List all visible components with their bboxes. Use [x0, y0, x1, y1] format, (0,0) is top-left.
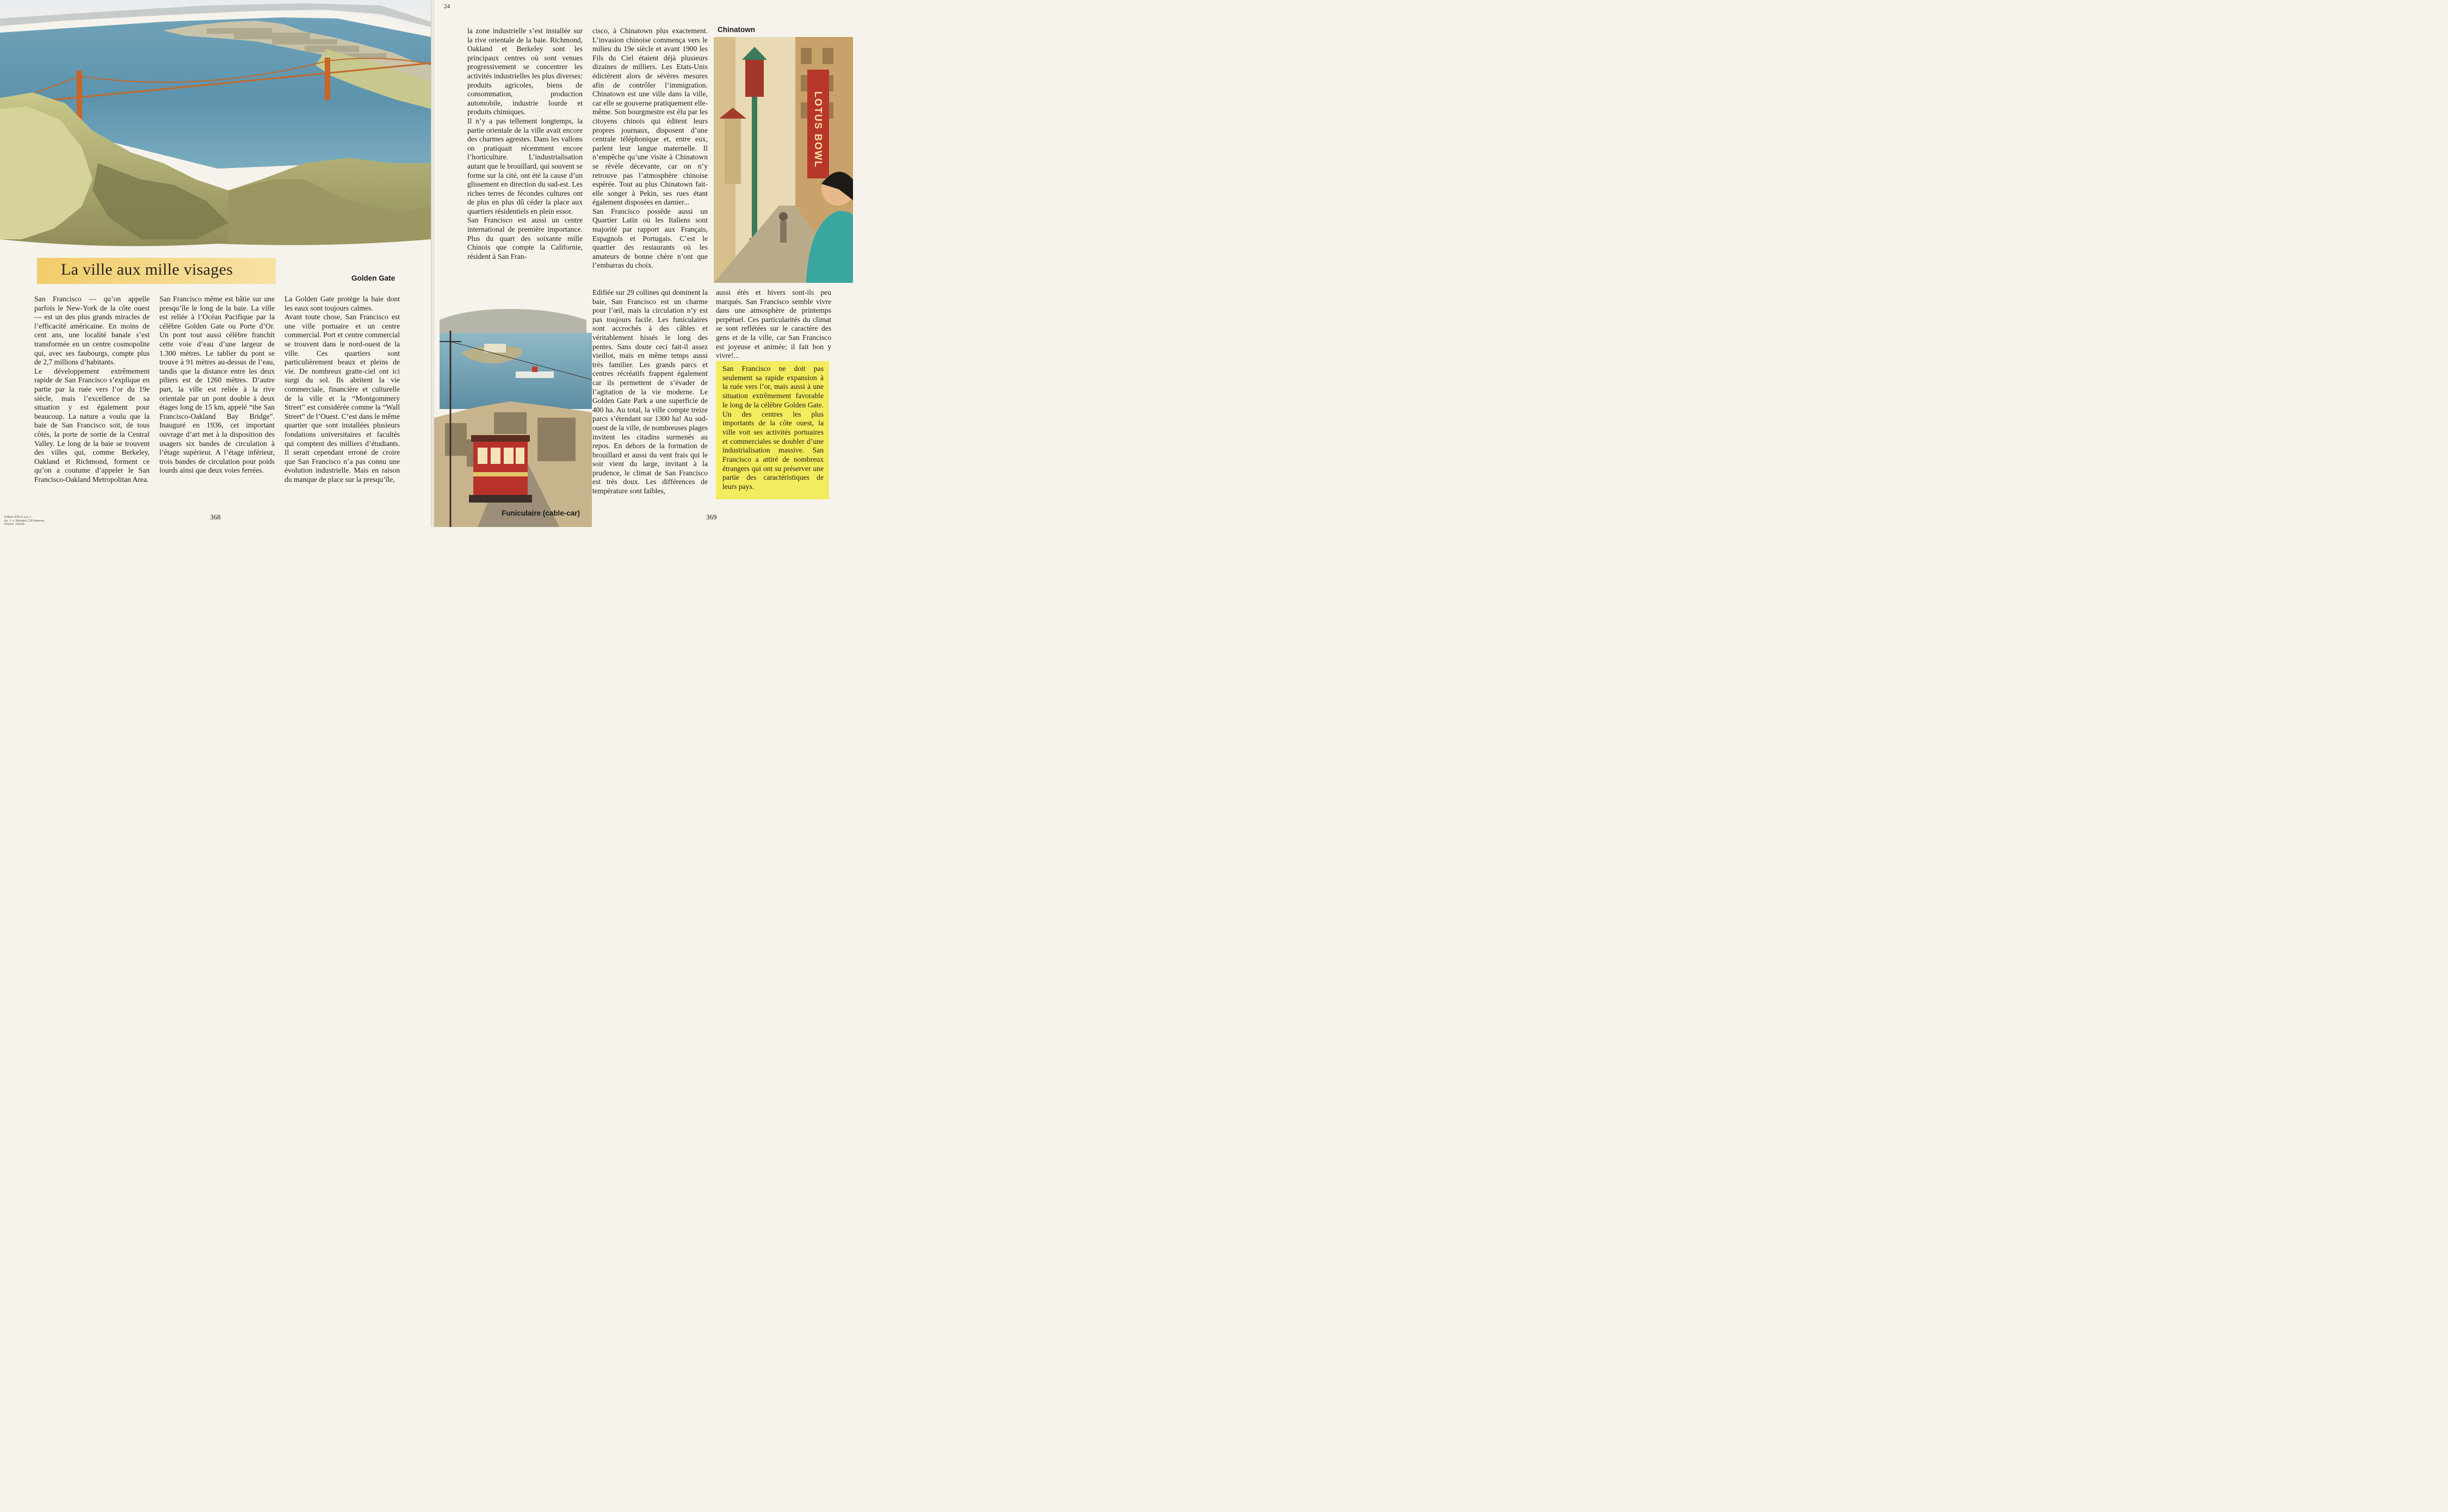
paragraph: Il n’y a pas tellement longtemps, la partie orientale de la ville avait encore des charmes agrestes. Dans les vallons on pratiquait récemment encore l’horticulture. L’industrialisation autant que le brouillard, qui souvent se forme sur la cité, ont été la cause d’un glissement en direction du sud-est. Les riches terres de fécondes cultures ont de plus en plus dû céder la place aux quartiers résidentiels en plein essor. — [467, 116, 583, 215]
text-column-3 — [285, 295, 400, 484]
paragraph: San Francisco — qu’on appelle parfois le New-York de la côte ouest — est un des plus grands miracles de l’efficacité américaine. En moins de cent ans, une localité banale s’est transformée en un centre cosmopolite qui, avec ses faubourgs, compte plus de 2,7 millions d’habitants. — [34, 295, 150, 367]
paragraph: Edifiée sur 29 collines qui dominent la baie, San Francisco est un charme pour l’œil, mais la circulation n’y est pas toujours facile. Les funiculaires sont accrochés à des câbles et véritablement hissés le long des pentes. Sans doute ceci fait-il assez vieillot, mais en même temps aussi très familier. Les grands parcs et centres récréatifs frappent également car ils permettent de s’évader de l’agitation de la vie moderne. Le Golden Gate Park a une superficie de 400 ha. Au total, la ville compte treize parcs s’étendant sur 1300 ha! Au sud-ouest de la ville, de nombreuses plages invitent les citadins surmenés au repos. En dehors de la formation de brouillard et aussi du vent frais qui le soir vient du large, invitant à la prudence, le climat de San Francisco est très doux. Les différences de température sont faibles, — [592, 288, 708, 495]
chinatown-illustration — [714, 37, 853, 283]
svg-text:LOTUS BOWL: LOTUS BOWL — [813, 91, 824, 168]
text-column-2 — [159, 295, 275, 475]
paragraph: San Francisco même est bâtie sur une presqu’île le long de la baie. La ville est reliée à l’Océan Pacifique par la célèbre Golden Gate ou Porte d’Or. Un pont tout aussi célèbre franchit cette voie d’eau d’une largeur de 1.300 mètres. Le tablier du pont se trouve à 91 mètres au-dessus de l’eau, tandis que la distance entre les deux piliers est de 1260 mètres. D’autre part, la ville est reliée à la rive orientale par un pont double à deux étages long de 15 km, appelé “the San Francisco-Oakland Bay Bridge”. Inauguré en 1936, cet important ouvrage d’art met à la disposition des usagers six bandes de circulation à l’étage supérieur. A l’étage inférieur, trois bandes de circulation pour poids lourds ainsi que deux voies ferrées. — [159, 295, 275, 475]
paragraph: La Golden Gate protège la baie dont les eaux sont toujours calmes. — [285, 295, 400, 312]
article-title-banner — [37, 258, 276, 284]
paragraph: aussi étés et hivers sont-ils peu marqués. San Francisco semble vivre dans une atmosphère de printemps perpétuel. Ces particularités du climat se sont reflétées sur le caractère des gens et de la ville, car San Francisco est joyeuse et animée; il fait bon y vivre!... — [716, 288, 831, 360]
text-column-6 — [592, 288, 708, 496]
paragraph: San Francisco possède aussi un Quartier Latin où les Italiens sont majorité par rapport aux Français, Espagnols et Portugais. C’est le quartier des restaurants où les amateurs de bonne chère n’ont que l’embarras du choix. — [592, 207, 708, 270]
cable-car — [469, 435, 532, 503]
paragraph: San Francisco ne doit pas seulement sa rapide expansion à la ruée vers l’or, mais aussi à une situation extrêmement favorable le long de la célèbre Golden Gate. Un des centres les plus importants de la côte ouest, la ville voit ses activités portuaires et commerciales se doubler d’une industrialisation massive. San Francisco a attiré de nombreux étrangers qui ont su préserver une partie des caractéristiques de leurs pays. — [722, 364, 824, 491]
imprint: Edition ESCO s.p.r.l. Av. J.-v. Rijswijck 118 Antwerp Dessin: Jacobs — [4, 516, 45, 526]
article-title: La ville aux mille visages — [61, 261, 233, 278]
golden-gate-illustration — [0, 0, 431, 256]
paragraph: Le développement extrêmement rapide de San Francisco s’explique en partie par la ruée vers l’or du 19e siècle, mais l’excellence de sa situation y est également pour beaucoup. La nature a voulu que la baie de San Francisco soit, de tous côtés, la porte de sortie de la Central Valley. Le long de la baie se trouvent des villes qui, comme Berkeley, Oakland et Richmond, forment ce qu’on a coutume d’appeler le San Francisco-Oakland Metropolitan Area. — [34, 367, 150, 484]
text-column-5 — [592, 27, 708, 270]
text-column-4 — [467, 27, 583, 261]
text-column-7 — [716, 288, 831, 361]
caption-chinatown: Chinatown — [718, 26, 755, 34]
caption-golden-gate: Golden Gate — [351, 274, 395, 282]
summary-text — [722, 364, 824, 492]
paragraph: cisco, à Chinatown plus exactement. L’invasion chinoise commença vers le milieu du 19e siècle et avant 1900 les Fils du Ciel étaient déjà plusieurs dizaines de milliers. Les Etats-Unis édictèrent alors de sévères mesures afin de contrôler l’immigration. Chinatown est une ville dans la ville, car elle se gouverne pratiquement elle-même. Son bourgmestre est élu par les citoyens chinois qui éditent leurs propres journaux, disposent d’une centrale téléphonique et, entre eux, parlent leur langue maternelle. Il n’empêche qu’une visite à Chinatown se révèle décevante, car on n’y retrouve pas l’atmosphère chinoise espérée. Tout au plus Chinatown fait-elle songer à Pekin, ses rues étant également disposées en damier... — [592, 27, 708, 207]
paragraph: Avant toute chose, San Francisco est une ville portuaire et un centre commercial. Port et centre commercial se trouvent dans le nord-ouest de la ville. Ces quartiers sont particulièrement beaux et pleins de vie. De nombreux gratte-ciel ont ici surgi du sol. Ils abritent la vie commerciale, financière et culturelle de la ville et la “Montgommery Street” est considérée comme la “Wall Street” de l’Ouest. C’est dans le même quartier que sont installées plusieurs fondations universitaires et facultés qui comptent des milliers d’étudiants. Il serait cependant erroné de croire que San Francisco n’a pas connu une évolution industrielle. Mais en raison du manque de place sur la presqu’île, — [285, 313, 400, 484]
cable-car-illustration — [434, 298, 592, 527]
page-number-left: 368 — [210, 513, 221, 521]
summary-box — [716, 361, 829, 499]
paragraph: San Francisco est aussi un centre international de première importance. Plus du quart des soixante mille Chinois que compte la Californie, résident à San Fran- — [467, 216, 583, 261]
text-column-1 — [34, 295, 150, 484]
lotus-bowl-sign — [813, 91, 824, 168]
page-number-top: 24 — [444, 3, 450, 10]
paragraph: la zone industrielle s’est installée sur la rive orientale de la baie. Richmond, Oakland et Berkeley sont les principaux centres où sont venues progressivement se concentrer les activités industrielles les plus diverses: produits agricoles, biens de consommation, production automobile, industrie lourde et produits chimiques. — [467, 27, 583, 116]
page-number-right: 369 — [706, 513, 717, 521]
caption-cable-car: Funiculaire (cable-car) — [502, 509, 580, 517]
